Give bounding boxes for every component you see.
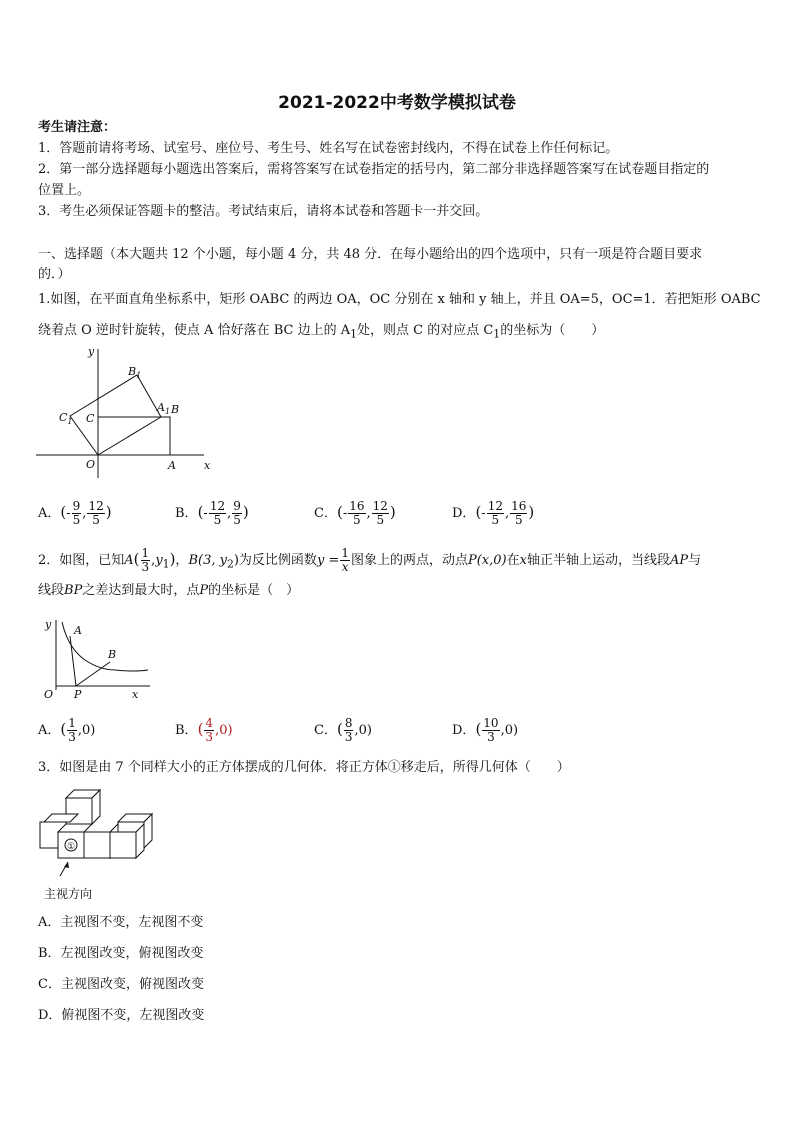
section-heading-line2: 的．） xyxy=(38,267,71,282)
q2-option-c[interactable]: C．( $\frac{8}{3}$ ,0) xyxy=(314,716,372,744)
q2-option-b[interactable]: B．( $\frac{4}{3}$ ,0) xyxy=(175,716,233,744)
q1-option-c[interactable]: C．(- $\frac{16}{5}$ , $\frac{12}{5}$ ) xyxy=(314,499,396,527)
q2-label-O: O xyxy=(44,688,54,701)
q1-label-C: C xyxy=(86,412,95,425)
notice-item-2: 2．第一部分选择题每小题选出答案后，需将答案写在试卷指定的括号内，第二部分非选择题答案写在试卷题目指定的 xyxy=(38,162,710,177)
q3-cube-1-label: ① xyxy=(67,842,76,852)
q1-figure xyxy=(36,343,216,483)
q1-label-y: y xyxy=(88,345,95,358)
q1-stem-text-b: 处，则点 C 的对应点 C xyxy=(357,323,494,338)
q2-label-x: x xyxy=(132,688,139,701)
q1-label-A: A xyxy=(168,459,176,472)
notice-heading: 考生请注意： xyxy=(38,120,117,135)
q1-stem-sub2: 1 xyxy=(493,327,501,341)
q2-label-A: A xyxy=(74,624,82,637)
q3-stem: 3．如图是由 7 个同样大小的正方体摆成的几何体．将正方体①移走后，所得几何体（ ） xyxy=(38,760,570,775)
q1-stem-line1: 1.如图，在平面直角坐标系中，矩形 OABC 的两边 OA，OC 分别在 x 轴和 y 轴上，并且 OA=5，OC=1．若把矩形 OABC xyxy=(38,292,761,307)
q2-option-d[interactable]: D．( $\frac{10}{3}$ ,0) xyxy=(452,716,519,744)
q2-label-y: y xyxy=(45,618,52,631)
q2-label-P: P xyxy=(74,688,82,701)
notice-item-2-cont: 位置上。 xyxy=(38,183,91,198)
q1-label-B1: $B_1$ xyxy=(128,365,142,380)
q3-cube-figure xyxy=(36,788,156,883)
q1-label-A1: $A_1$ xyxy=(157,401,171,416)
q1-label-B: B xyxy=(171,403,180,416)
q2-figure xyxy=(40,618,155,703)
q1-stem-text-a: 绕着点 O 逆时针旋转，使点 A 恰好落在 BC 边上的 A xyxy=(38,323,351,338)
q1-label-x: x xyxy=(204,459,211,472)
q1-label-O: O xyxy=(86,458,96,471)
q2-option-a[interactable]: A．( $\frac{1}{3}$ ,0) xyxy=(38,716,96,744)
q3-option-a[interactable]: A．主视图不变，左视图不变 xyxy=(38,915,204,930)
q1-option-b[interactable]: B．(- $\frac{12}{5}$ , $\frac{9}{5}$ ) xyxy=(175,499,249,527)
page-title: 2021-2022中考数学模拟试卷 xyxy=(278,93,516,113)
q3-option-c[interactable]: C．主视图改变，俯视图改变 xyxy=(38,977,204,992)
q1-stem-line2 xyxy=(38,322,604,344)
q1-stem-text-c: 的坐标为（ ） xyxy=(500,323,605,338)
q1-label-C1: $C_1$ xyxy=(59,411,73,426)
q1-option-a[interactable]: A．(- $\frac{9}{5}$ , $\frac{12}{5}$ ) xyxy=(38,499,112,527)
notice-item-3: 3．考生必须保证答题卡的整洁。考试结束后，请将本试卷和答题卡一并交回。 xyxy=(38,204,489,219)
q2-label-B: B xyxy=(108,648,117,661)
q3-option-d[interactable]: D．俯视图不变，左视图改变 xyxy=(38,1008,205,1023)
q3-option-b[interactable]: B．左视图改变，俯视图改变 xyxy=(38,946,204,961)
q1-stem-sub1: 1 xyxy=(350,327,357,341)
section-heading-line1: 一、选择题（本大题共 12 个小题，每小题 4 分，共 48 分．在每小题给出的四个选项中，只有一项是符合题目要求 xyxy=(38,247,703,262)
q2-stem-line2: 线段BP之差达到最大时，点P的坐标是（ ） xyxy=(38,583,300,598)
q3-view-direction-caption: 主视方向 xyxy=(44,887,93,901)
q1-option-d[interactable]: D．(- $\frac{12}{5}$ , $\frac{16}{5}$ ) xyxy=(452,499,535,527)
notice-item-1: 1．答题前请将考场、试室号、座位号、考生号、姓名写在试卷密封线内，不得在试卷上作任何标记。 xyxy=(38,141,619,156)
q2-stem-line1: 2．如图，已知A( $\frac{1}{3}$ $,y_1$)，B(3, $y_2$)为反比例函数y = $\frac{1}{x}$ 图象上的两点，动点P(x,0)在x轴正半轴上运动，当线段AP与 xyxy=(38,546,702,574)
